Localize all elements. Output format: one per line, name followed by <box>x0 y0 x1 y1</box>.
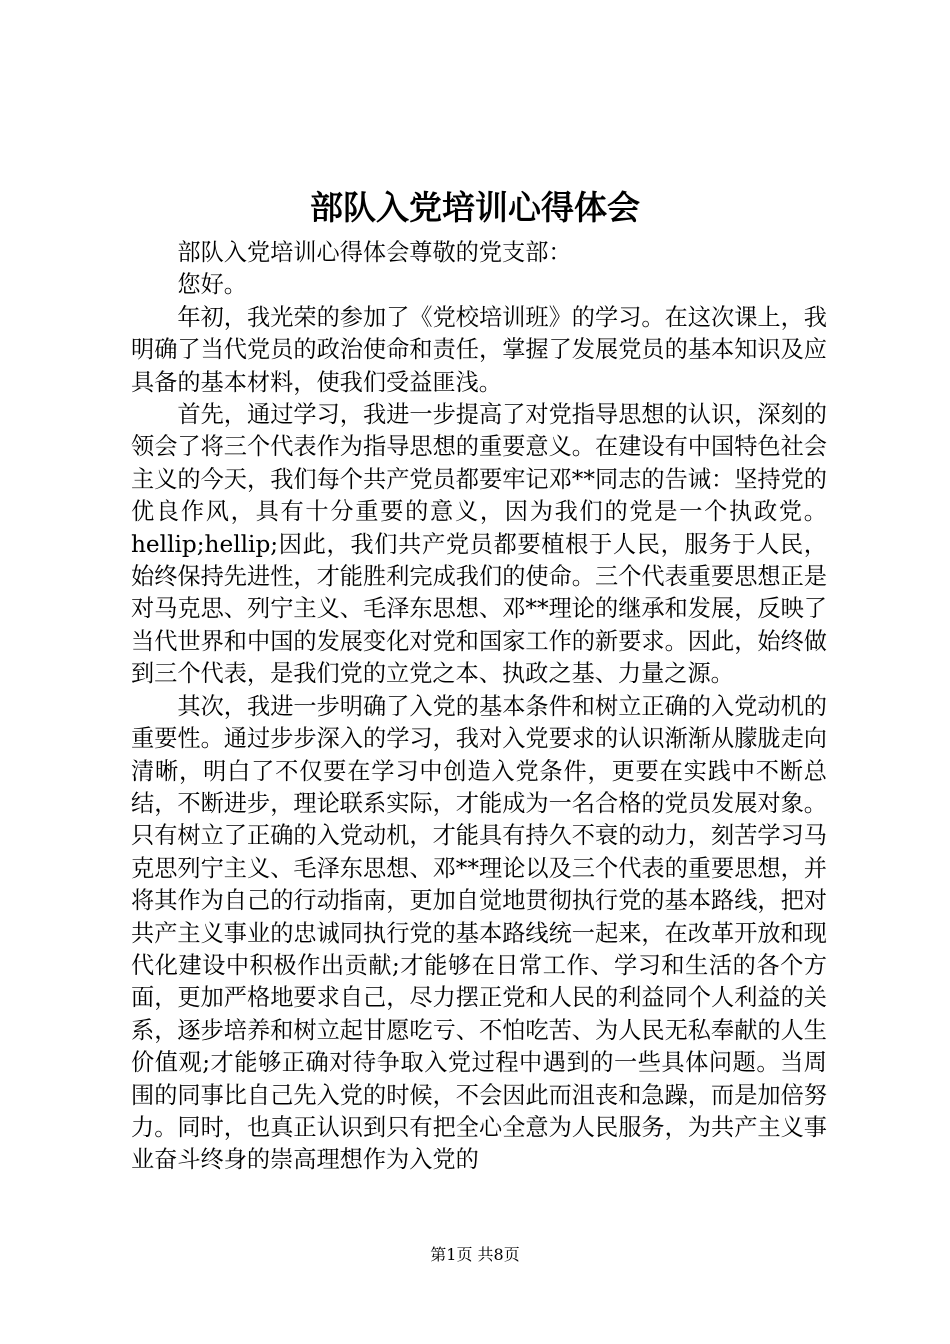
body-paragraph-3: 其次，我进一步明确了入党的基本条件和树立正确的入党动机的重要性。通过步步深入的学习，我对入党要求的认识渐渐从朦胧走向清晰，明白了不仅要在学习中创造入党条件，更要在实践中不断总结，不断进步，理论联系实际，才能成为一名合格的党员发展对象。只有树立了正确的入党动机，才能具有持久不衰的动力，刻苦学习马克思列宁主义、毛泽东思想、邓**理论以及三个代表的重要思想，并将其作为自己的行动指南，更加自觉地贯彻执行党的基本路线，把对共产主义事业的忠诚同执行党的基本路线统一起来，在改革开放和现代化建设中积极作出贡献;才能够在日常工作、学习和生活的各个方面，更加严格地要求自己，尽力摆正党和人民的利益同个人利益的关系，逐步培养和树立起甘愿吃亏、不怕吃苦、为人民无私奉献的人生价值观;才能够正确对待争取入党过程中遇到的一些具体问题。当周围的同事比自己先入党的时候，不会因此而沮丧和急躁，而是加倍努力。同时，也真正认识到只有把全心全意为人民服务，为共产主义事业奋斗终身的崇高理想作为入党的 <box>131 692 827 1174</box>
document-title: 部队入党培训心得体会 <box>310 188 640 227</box>
document-body <box>131 237 827 1177</box>
page-footer: 第1页 共8页 <box>430 1245 520 1264</box>
body-paragraph-1: 年初，我光荣的参加了《党校培训班》的学习。在这次课上，我明确了当代党员的政治使命和责任，掌握了发展党员的基本知识及应具备的基本材料，使我们受益匪浅。 <box>131 303 827 396</box>
body-paragraph-2: 首先，通过学习，我进一步提高了对党指导思想的认识，深刻的领会了将三个代表作为指导思想的重要意义。在建设有中国特色社会主义的今天，我们每个共产党员都要牢记邓**同志的告诫：坚持党的优良作风，具有十分重要的意义，因为我们的党是一个执政党。hellip;hellip;因此，我们共产党员都要植根于人民，服务于人民，始终保持先进性，才能胜利完成我们的使命。三个代表重要思想正是对马克思、列宁主义、毛泽东思想、邓**理论的继承和发展，反映了当代世界和中国的发展变化对党和国家工作的新要求。因此，始终做到三个代表，是我们党的立党之本、执政之基、力量之源。 <box>131 401 827 688</box>
greeting-paragraph: 您好。 <box>177 271 247 299</box>
salutation-paragraph: 部队入党培训心得体会尊敬的党支部： <box>177 239 572 266</box>
